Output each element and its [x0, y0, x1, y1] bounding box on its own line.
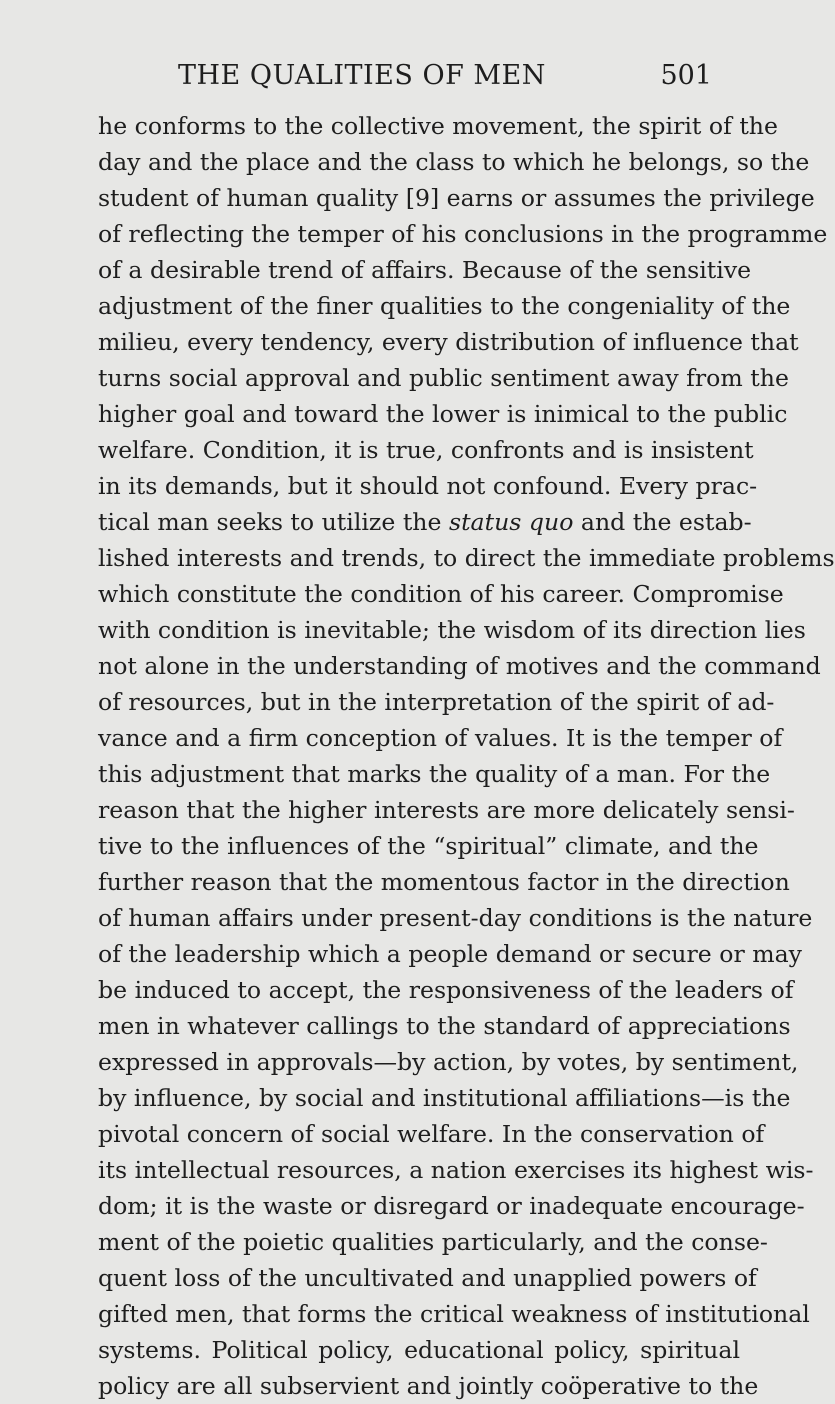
text-line: quent loss of the uncultivated and unapplied powers of [98, 1264, 757, 1292]
italic-phrase: status quo [448, 508, 574, 536]
text-line: tive to the influences of the “spiritual” climate, and the [98, 832, 759, 860]
text-line: by influence, by social and institutional affiliations—is the [98, 1084, 791, 1112]
running-head [0, 56, 800, 96]
body-text [98, 108, 835, 1404]
text-line: reason that the higher interests are more delicately sensi- [98, 796, 795, 824]
text-line: of resources, but in the interpretation of the spirit of ad- [98, 688, 775, 716]
text-line: this adjustment that marks the quality of a man. For the [98, 760, 771, 788]
text-line: lished interests and trends, to direct the immediate problems [98, 544, 835, 572]
text-line: of reflecting the temper of his conclusions in the programme [98, 220, 828, 248]
page-number: 501 [660, 60, 712, 91]
text-line: ment of the poietic qualities particularly, and the conse- [98, 1228, 768, 1256]
text-line: pivotal concern of social welfare. In the conservation of [98, 1120, 765, 1148]
text-line: dom; it is the waste or disregard or inadequate encourage- [98, 1192, 805, 1220]
text-line: expressed in approvals—by action, by votes, by sentiment, [98, 1048, 799, 1076]
text-line: of a desirable trend of affairs. Because of the sensitive [98, 256, 752, 284]
text-line-with-italic [98, 504, 752, 540]
text-segment: and the estab- [580, 508, 752, 536]
text-line: systems. Political policy, educational policy, spiritual [98, 1336, 740, 1364]
text-line: men in whatever callings to the standard of appreciations [98, 1012, 791, 1040]
text-line: be induced to accept, the responsiveness of the leaders of [98, 976, 794, 1004]
text-line: policy are all subservient and jointly coöperative to the [98, 1372, 759, 1400]
text-line: turns social approval and public sentiment away from the [98, 364, 789, 392]
text-line: welfare. Condition, it is true, confronts and is insistent [98, 436, 754, 464]
text-line: milieu, every tendency, every distribution of influence that [98, 328, 799, 356]
text-segment: tical man seeks to utilize the [98, 508, 442, 536]
text-line: day and the place and the class to which he belongs, so the [98, 148, 810, 176]
text-line: of human affairs under present-day conditions is the nature [98, 904, 813, 932]
running-title: THE QUALITIES OF MEN [178, 60, 546, 91]
text-line: gifted men, that forms the critical weakness of institutional [98, 1300, 810, 1328]
text-line: in its demands, but it should not confound. Every prac- [98, 472, 758, 500]
text-line: which constitute the condition of his career. Compromise [98, 580, 784, 608]
text-line: higher goal and toward the lower is inimical to the public [98, 400, 788, 428]
text-line: student of human quality [9] earns or assumes the privilege [98, 184, 815, 212]
text-line: vance and a firm conception of values. It is the temper of [98, 724, 783, 752]
text-line: not alone in the understanding of motives and the command [98, 652, 821, 680]
text-line: adjustment of the finer qualities to the congeniality of the [98, 292, 791, 320]
text-line: with condition is inevitable; the wisdom of its direction lies [98, 616, 806, 644]
text-line: its intellectual resources, a nation exercises its highest wis- [98, 1156, 814, 1184]
text-line: he conforms to the collective movement, the spirit of the [98, 112, 778, 140]
text-line: of the leadership which a people demand or secure or may [98, 940, 802, 968]
text-line: further reason that the momentous factor in the direction [98, 868, 790, 896]
